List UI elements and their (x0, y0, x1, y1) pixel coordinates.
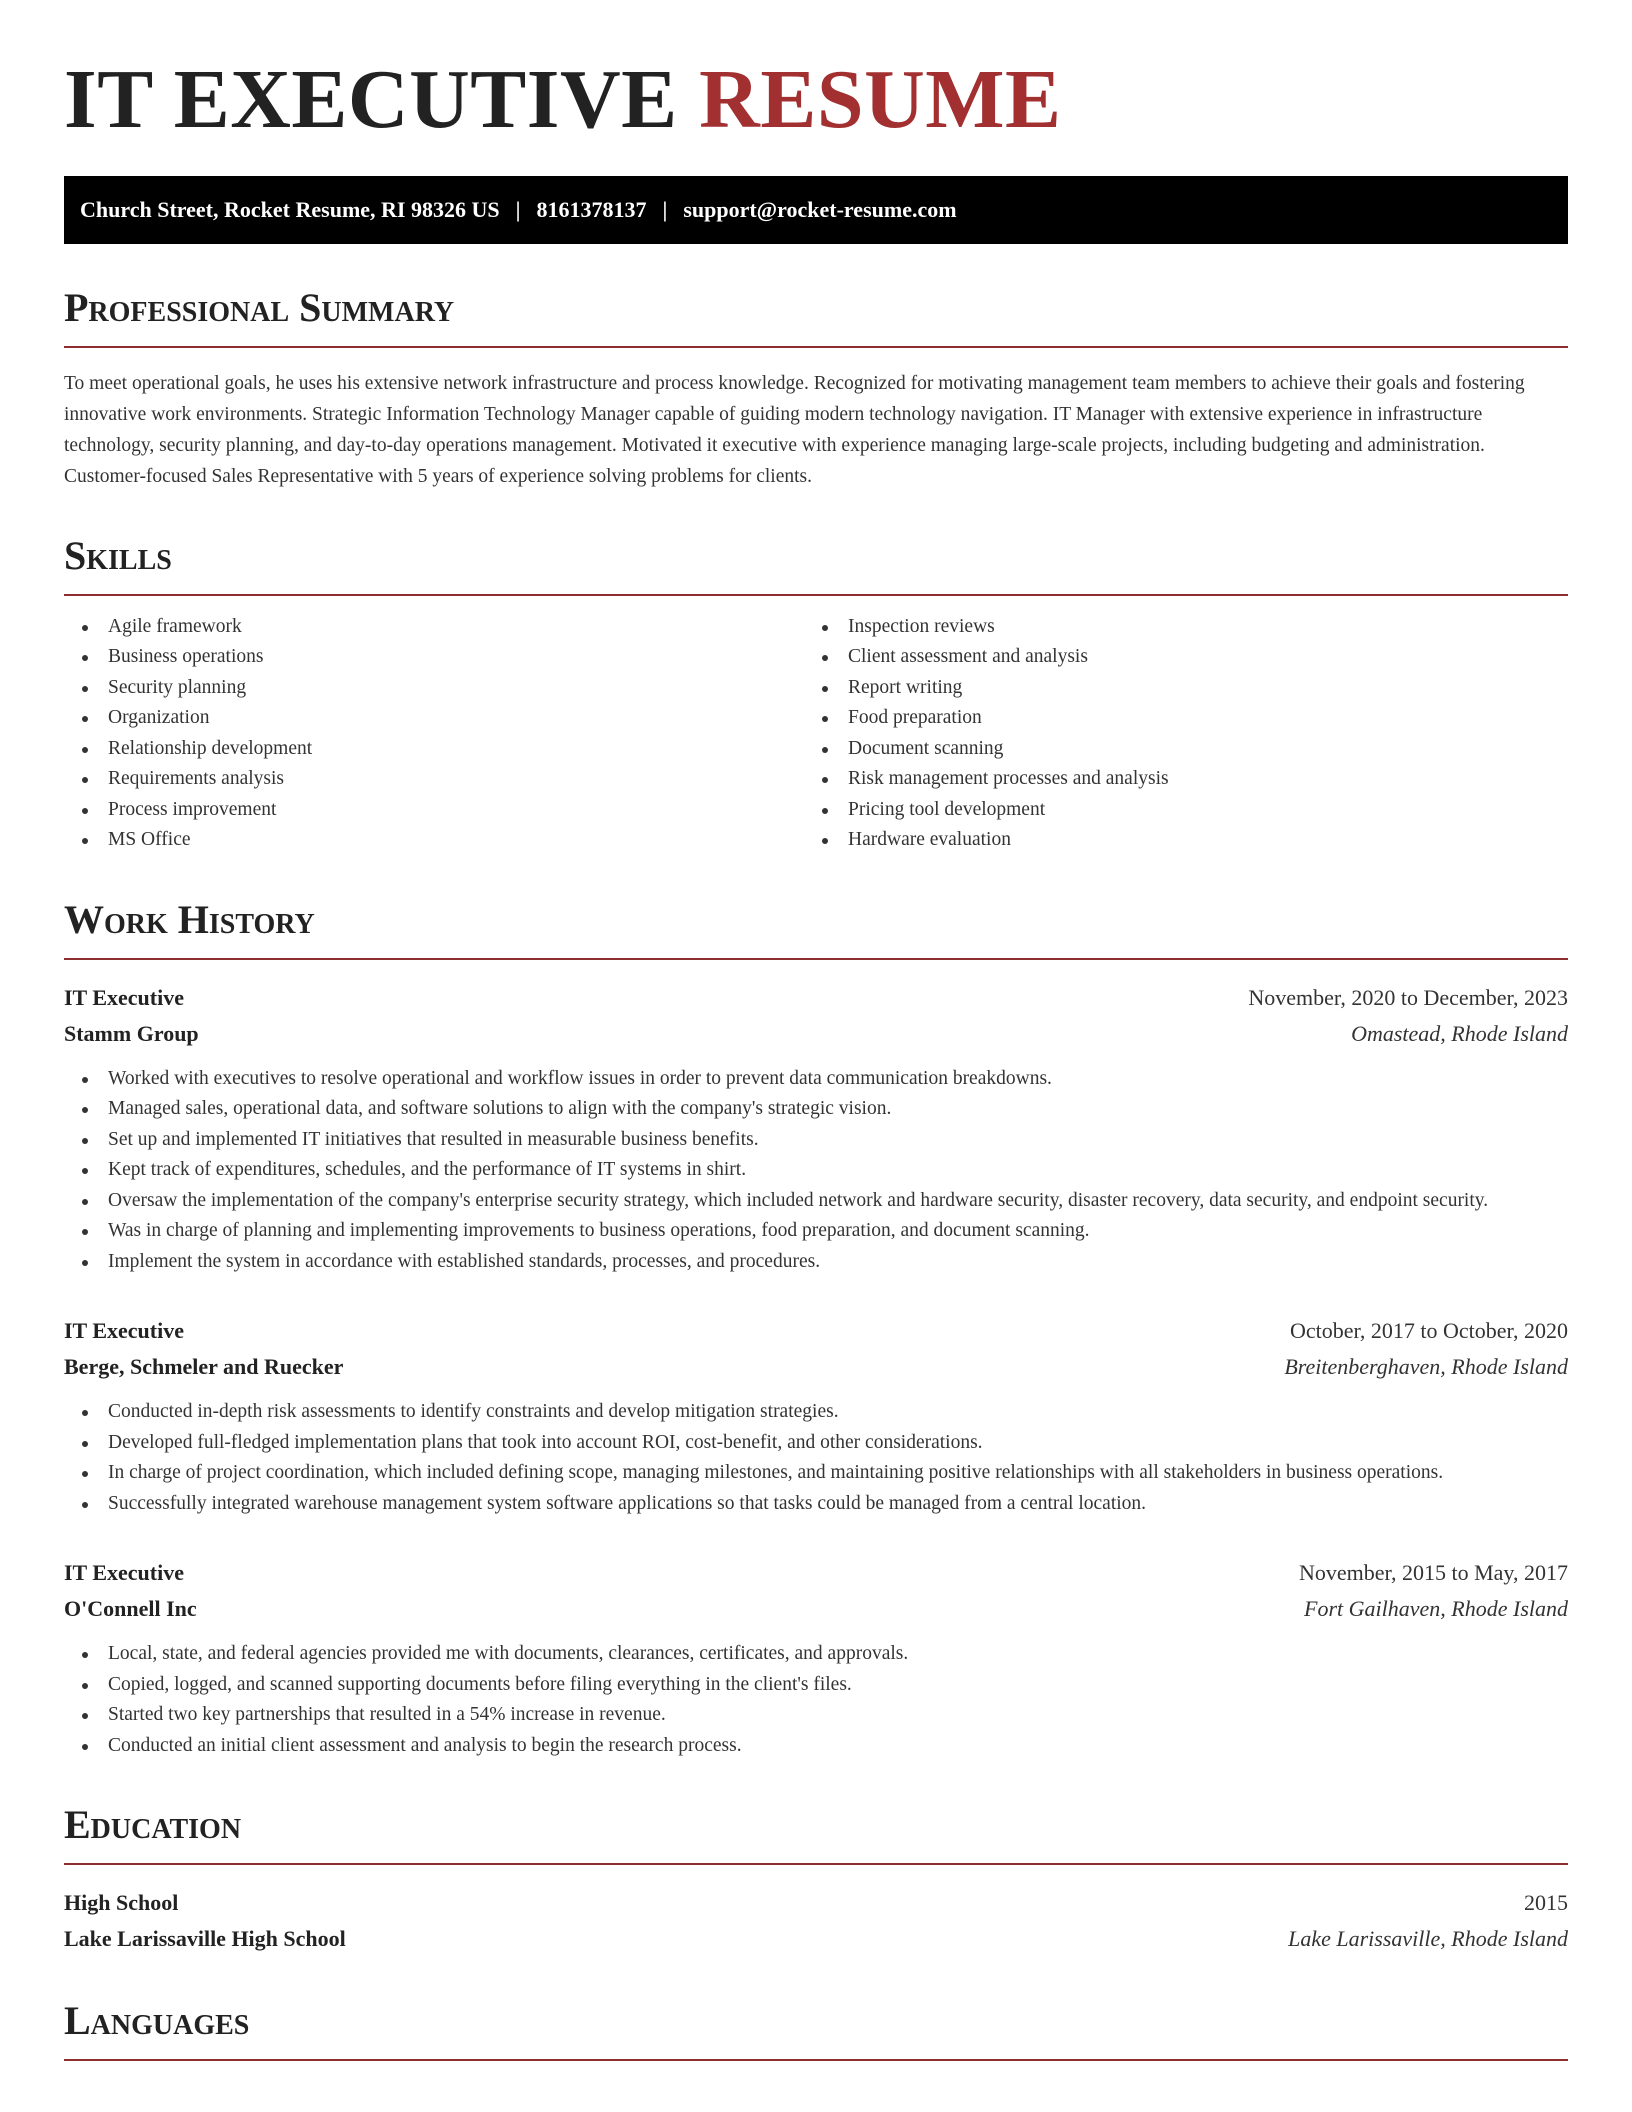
education-degree: High School (64, 1890, 179, 1916)
job-bullets (64, 1064, 1568, 1278)
skill-item: MS Office (64, 825, 804, 856)
job-bullet: Conducted an initial client assessment and analysis to begin the research process. (64, 1731, 1568, 1762)
job-bullet: In charge of project coordination, which included defining scope, managing milestones, and maintaining positive relationships with all stakeholders in business operations. (64, 1458, 1568, 1489)
job-bullet: Set up and implemented IT initiatives that resulted in measurable business benefits. (64, 1125, 1568, 1156)
skill-item: Business operations (64, 642, 804, 673)
languages-section (64, 1999, 1568, 2061)
education-school: Lake Larissaville High School (64, 1926, 346, 1952)
work-history-heading: Work History (64, 898, 1568, 960)
job-bullets (64, 1397, 1568, 1519)
job-bullet: Was in charge of planning and implementing improvements to business operations, food preparation, and document scanning. (64, 1216, 1568, 1247)
job-company-row (64, 1591, 1568, 1627)
skill-item: Food preparation (804, 703, 1544, 734)
languages-heading: Languages (64, 1999, 1568, 2061)
education-entry (64, 1885, 1568, 1957)
job-company: Berge, Schmeler and Ruecker (64, 1354, 344, 1380)
job-title-row (64, 1555, 1568, 1591)
job-bullet: Oversaw the implementation of the company's enterprise security strategy, which included network and hardware security, disaster recovery, data security, and endpoint security. (64, 1186, 1568, 1217)
education-year: 2015 (1524, 1890, 1568, 1916)
education-location: Lake Larissaville, Rhode Island (1288, 1926, 1568, 1952)
skills-section (64, 534, 1568, 856)
job-bullet: Started two key partnerships that resulted in a 54% increase in revenue. (64, 1700, 1568, 1731)
summary-text: To meet operational goals, he uses his extensive network infrastructure and process knowledge. Recognized for motivating management team members to achieve their goals and fostering innovative work environments. Strategic Information Technology Manager capable of guiding modern technology navigation. IT Manager with extensive experience in infrastructure technology, security planning, and day-to-day operations management. Motivated it executive with experience managing large-scale projects, including budgeting and administration. Customer-focused Sales Representative with 5 years of experience solving problems for clients. (64, 372, 1525, 487)
skill-item: Relationship development (64, 734, 804, 765)
skill-item: Report writing (804, 673, 1544, 704)
contact-separator: | (662, 196, 668, 222)
title-main: IT EXECUTIVE (64, 53, 678, 146)
contact-separator: | (515, 196, 521, 222)
education-section (64, 1803, 1568, 1957)
summary-section (64, 286, 1568, 492)
skill-item: Risk management processes and analysis (804, 764, 1544, 795)
work-history-section (64, 898, 1568, 1762)
job-dates: November, 2020 to December, 2023 (1248, 984, 1568, 1010)
job-title-row (64, 980, 1568, 1016)
job-dates: October, 2017 to October, 2020 (1289, 1318, 1568, 1344)
skill-item: Process improvement (64, 795, 804, 826)
job-dates: November, 2015 to May, 2017 (1299, 1560, 1568, 1586)
job-bullet: Managed sales, operational data, and software solutions to align with the company's strategic vision. (64, 1094, 1568, 1125)
skill-item: Pricing tool development (804, 795, 1544, 826)
job-entry (64, 1313, 1568, 1519)
job-bullet: Copied, logged, and scanned supporting documents before filing everything in the client's files. (64, 1670, 1568, 1701)
resume-title (64, 50, 1568, 151)
job-company: Stamm Group (64, 1020, 199, 1046)
job-bullet: Local, state, and federal agencies provided me with documents, clearances, certificates, and approvals. (64, 1639, 1568, 1670)
skill-item: Client assessment and analysis (804, 642, 1544, 673)
job-title-row (64, 1313, 1568, 1349)
job-bullet: Developed full-fledged implementation plans that took into account ROI, cost-benefit, and other considerations. (64, 1428, 1568, 1459)
job-entry (64, 1555, 1568, 1761)
contact-phone: 8161378137 (536, 196, 647, 222)
job-bullet: Conducted in-depth risk assessments to identify constraints and develop mitigation strategies. (64, 1397, 1568, 1428)
job-location: Breitenberghaven, Rhode Island (1284, 1354, 1568, 1380)
job-title: IT Executive (64, 984, 184, 1010)
skills-heading: Skills (64, 534, 1568, 596)
skills-list-right (804, 612, 1544, 856)
job-company-row (64, 1349, 1568, 1385)
skill-item: Hardware evaluation (804, 825, 1544, 856)
contact-email: support@rocket-resume.com (683, 196, 957, 222)
contact-address: Church Street, Rocket Resume, RI 98326 US (80, 196, 500, 222)
skill-item: Agile framework (64, 612, 804, 643)
education-school-row (64, 1921, 1568, 1957)
contact-bar (64, 176, 1568, 244)
job-bullet: Worked with executives to resolve operational and workflow issues in order to prevent data communication breakdowns. (64, 1064, 1568, 1095)
job-company: O'Connell Inc (64, 1596, 197, 1622)
skills-list-left (64, 612, 804, 856)
job-bullet: Successfully integrated warehouse management system software applications so that tasks could be managed from a central location. (64, 1489, 1568, 1520)
skills-columns (64, 612, 1568, 856)
job-entry (64, 980, 1568, 1278)
education-heading: Education (64, 1803, 1568, 1865)
skill-item: Requirements analysis (64, 764, 804, 795)
education-degree-row (64, 1885, 1568, 1921)
title-accent: RESUME (699, 53, 1062, 146)
job-location: Omastead, Rhode Island (1351, 1020, 1568, 1046)
summary-heading: Professional Summary (64, 286, 1568, 348)
job-company-row (64, 1016, 1568, 1052)
job-bullet: Kept track of expenditures, schedules, and the performance of IT systems in shirt. (64, 1155, 1568, 1186)
job-bullets (64, 1639, 1568, 1761)
skill-item: Security planning (64, 673, 804, 704)
skill-item: Organization (64, 703, 804, 734)
job-title: IT Executive (64, 1318, 184, 1344)
skill-item: Inspection reviews (804, 612, 1544, 643)
job-title: IT Executive (64, 1560, 184, 1586)
job-location: Fort Gailhaven, Rhode Island (1304, 1596, 1568, 1622)
skill-item: Document scanning (804, 734, 1544, 765)
job-bullet: Implement the system in accordance with established standards, processes, and procedures. (64, 1247, 1568, 1278)
